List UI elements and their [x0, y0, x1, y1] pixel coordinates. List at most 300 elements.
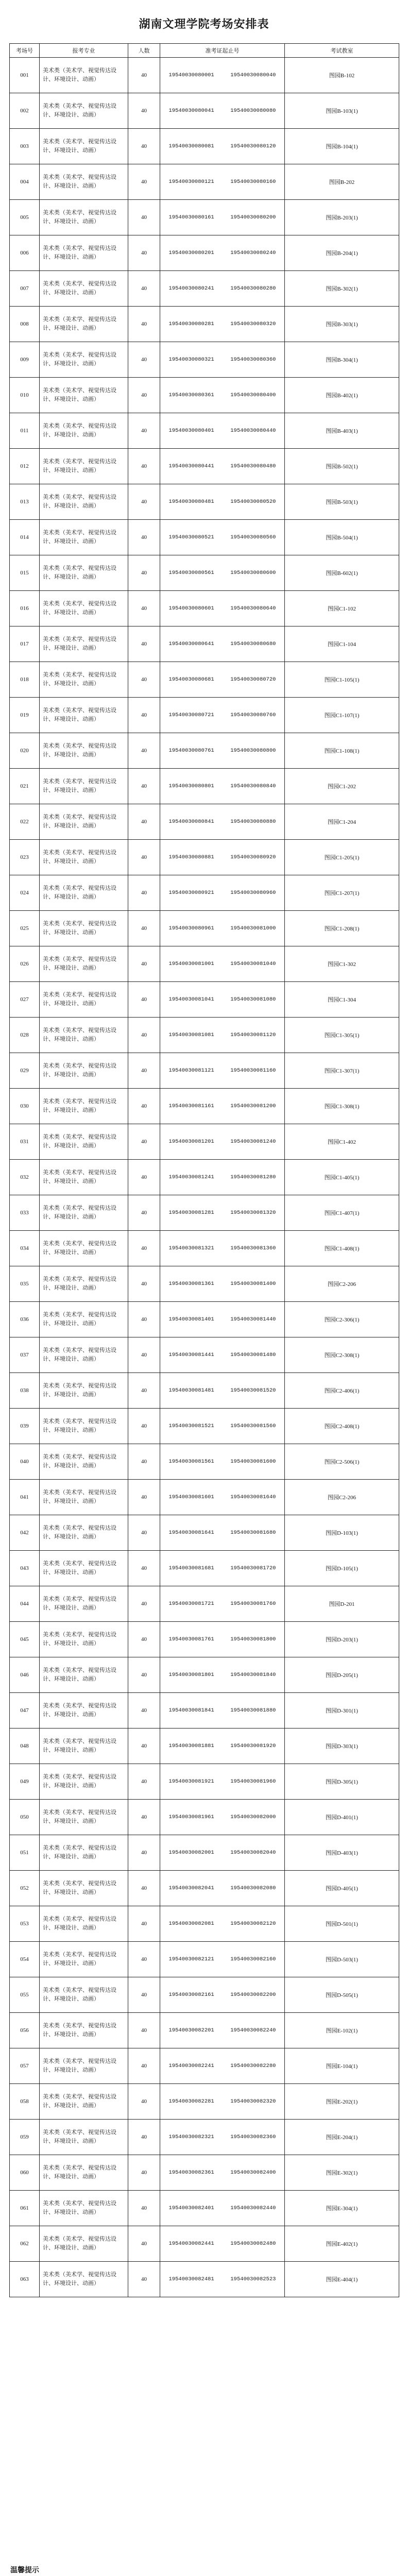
- ticket-end: 19540030080920: [230, 854, 276, 860]
- ticket-range-cell: [160, 733, 285, 769]
- ticket-end: 19540030081360: [230, 1245, 276, 1251]
- count-cell: 40: [128, 2262, 160, 2297]
- ticket-end: 19540030080600: [230, 570, 276, 576]
- ticket-start: 19540030081241: [168, 1174, 214, 1180]
- ticket-end: 19540030080400: [230, 392, 276, 398]
- count-cell: 40: [128, 1977, 160, 2013]
- ticket-start: 19540030082441: [168, 2241, 214, 2247]
- header-major: 报考专业: [40, 44, 128, 58]
- room-no-cell: 013: [10, 484, 40, 520]
- major-cell: 美术类（美术学、视觉传达设计、环境设计、动画）: [40, 1764, 128, 1800]
- classroom-cell: 图园B-402(1): [285, 378, 399, 413]
- major-cell: 美术类（美术学、视觉传达设计、环境设计、动画）: [40, 946, 128, 982]
- ticket-range-cell: [160, 1871, 285, 1906]
- room-no-cell: 015: [10, 555, 40, 591]
- ticket-start: 19540030081801: [168, 1672, 214, 1678]
- ticket-end: 19540030080360: [230, 357, 276, 363]
- header-room-no: 考场号: [10, 44, 40, 58]
- ticket-range-cell: [160, 1124, 285, 1160]
- ticket-range-cell: [160, 235, 285, 271]
- table-row: [10, 1942, 399, 1977]
- major-cell: 美术类（美术学、视觉传达设计、环境设计、动画）: [40, 1977, 128, 2013]
- header-ticket-range: 准考证起止号: [160, 44, 285, 58]
- ticket-range-cell: [160, 1018, 285, 1053]
- major-cell: 美术类（美术学、视觉传达设计、环境设计、动画）: [40, 1053, 128, 1089]
- ticket-range-cell: [160, 413, 285, 449]
- ticket-start: 19540030081041: [168, 996, 214, 1003]
- ticket-start: 19540030080401: [168, 428, 214, 434]
- count-cell: 40: [128, 1764, 160, 1800]
- room-no-cell: 031: [10, 1124, 40, 1160]
- major-cell: 美术类（美术学、视觉传达设计、环境设计、动画）: [40, 1657, 128, 1693]
- table-row: [10, 2120, 399, 2155]
- room-no-cell: 048: [10, 1728, 40, 1764]
- table-row: [10, 1124, 399, 1160]
- table-row: [10, 626, 399, 662]
- ticket-start: 19540030081961: [168, 1814, 214, 1820]
- ticket-start: 19540030080561: [168, 570, 214, 576]
- classroom-cell: 图园D-303(1): [285, 1728, 399, 1764]
- count-cell: 40: [128, 520, 160, 555]
- classroom-cell: 图园B-303(1): [285, 307, 399, 342]
- table-row: [10, 2226, 399, 2262]
- ticket-range-cell: [160, 307, 285, 342]
- ticket-end: 19540030080200: [230, 214, 276, 221]
- ticket-end: 19540030081600: [230, 1459, 276, 1465]
- ticket-start: 19540030080961: [168, 925, 214, 931]
- ticket-end: 19540030082360: [230, 2134, 276, 2140]
- ticket-end: 19540030082280: [230, 2063, 276, 2069]
- count-cell: 40: [128, 1906, 160, 1942]
- major-cell: 美术类（美术学、视觉传达设计、环境设计、动画）: [40, 1089, 128, 1124]
- ticket-range-cell: [160, 2120, 285, 2155]
- major-cell: 美术类（美术学、视觉传达设计、环境设计、动画）: [40, 982, 128, 1018]
- table-row: [10, 804, 399, 840]
- table-row: [10, 2048, 399, 2084]
- major-cell: 美术类（美术学、视觉传达设计、环境设计、动画）: [40, 129, 128, 164]
- table-row: [10, 1444, 399, 1480]
- count-cell: 40: [128, 1515, 160, 1551]
- ticket-end: 19540030081720: [230, 1565, 276, 1571]
- ticket-range-cell: [160, 1906, 285, 1942]
- major-cell: 美术类（美术学、视觉传达设计、环境设计、动画）: [40, 1195, 128, 1231]
- count-cell: 40: [128, 449, 160, 484]
- major-cell: 美术类（美术学、视觉传达设计、环境设计、动画）: [40, 2191, 128, 2226]
- ticket-end: 19540030080640: [230, 605, 276, 612]
- ticket-end: 19540030080520: [230, 499, 276, 505]
- table-row: [10, 1551, 399, 1586]
- major-cell: 美术类（美术学、视觉传达设计、环境设计、动画）: [40, 1942, 128, 1977]
- ticket-start: 19540030081561: [168, 1459, 214, 1465]
- room-no-cell: 027: [10, 982, 40, 1018]
- table-row: [10, 1586, 399, 1622]
- room-no-cell: 046: [10, 1657, 40, 1693]
- major-cell: 美术类（美术学、视觉传达设计、环境设计、动画）: [40, 1800, 128, 1835]
- ticket-range-cell: [160, 1337, 285, 1373]
- major-cell: 美术类（美术学、视觉传达设计、环境设计、动画）: [40, 1231, 128, 1266]
- ticket-end: 19540030082080: [230, 1885, 276, 1891]
- room-no-cell: 019: [10, 698, 40, 733]
- ticket-end: 19540030080680: [230, 641, 276, 647]
- classroom-cell: 图园E-102(1): [285, 2013, 399, 2048]
- major-cell: 美术类（美术学、视觉传达设计、环境设计、动画）: [40, 1409, 128, 1444]
- count-cell: 40: [128, 200, 160, 235]
- count-cell: 40: [128, 1871, 160, 1906]
- major-cell: 美术类（美术学、视觉传达设计、环境设计、动画）: [40, 698, 128, 733]
- room-no-cell: 008: [10, 307, 40, 342]
- count-cell: 40: [128, 1586, 160, 1622]
- ticket-start: 19540030081921: [168, 1778, 214, 1785]
- major-cell: 美术类（美术学、视觉传达设计、环境设计、动画）: [40, 1551, 128, 1586]
- ticket-start: 19540030080441: [168, 463, 214, 469]
- major-cell: 美术类（美术学、视觉传达设计、环境设计、动画）: [40, 93, 128, 129]
- classroom-cell: 图园C1-107(1): [285, 698, 399, 733]
- notes-section: [9, 2565, 399, 2576]
- ticket-start: 19540030081161: [168, 1103, 214, 1109]
- major-cell: 美术类（美术学、视觉传达设计、环境设计、动画）: [40, 58, 128, 93]
- table-row: [10, 1195, 399, 1231]
- classroom-cell: 图园C1-207(1): [285, 875, 399, 911]
- ticket-start: 19540030081321: [168, 1245, 214, 1251]
- ticket-range-cell: [160, 946, 285, 982]
- classroom-cell: 图园C1-108(1): [285, 733, 399, 769]
- notes-title: 温馨提示: [10, 2566, 39, 2574]
- classroom-cell: 图园B-602(1): [285, 555, 399, 591]
- table-row: [10, 662, 399, 698]
- ticket-start: 19540030080081: [168, 143, 214, 149]
- major-cell: 美术类（美术学、视觉传达设计、环境设计、动画）: [40, 2048, 128, 2084]
- count-cell: 40: [128, 1053, 160, 1089]
- ticket-start: 19540030080361: [168, 392, 214, 398]
- ticket-range-cell: [160, 1551, 285, 1586]
- count-cell: 40: [128, 1693, 160, 1728]
- ticket-start: 19540030082361: [168, 2170, 214, 2176]
- table-row: [10, 982, 399, 1018]
- table-row: [10, 1835, 399, 1871]
- room-no-cell: 024: [10, 875, 40, 911]
- ticket-start: 19540030082081: [168, 1921, 214, 1927]
- table-row: [10, 200, 399, 235]
- ticket-range-cell: [160, 449, 285, 484]
- ticket-end: 19540030080880: [230, 819, 276, 825]
- table-row: [10, 2013, 399, 2048]
- table-header-row: [10, 44, 399, 58]
- major-cell: 美术类（美术学、视觉传达设计、环境设计、动画）: [40, 2013, 128, 2048]
- major-cell: 美术类（美术学、视觉传达设计、环境设计、动画）: [40, 1124, 128, 1160]
- major-cell: 美术类（美术学、视觉传达设计、环境设计、动画）: [40, 1871, 128, 1906]
- table-row: [10, 1977, 399, 2013]
- count-cell: 40: [128, 1266, 160, 1302]
- ticket-range-cell: [160, 58, 285, 93]
- major-cell: 美术类（美术学、视觉传达设计、环境设计、动画）: [40, 1515, 128, 1551]
- table-row: [10, 1906, 399, 1942]
- count-cell: 40: [128, 164, 160, 200]
- major-cell: 美术类（美术学、视觉传达设计、环境设计、动画）: [40, 1728, 128, 1764]
- classroom-cell: 图园C1-202: [285, 769, 399, 804]
- ticket-range-cell: [160, 911, 285, 946]
- count-cell: 40: [128, 982, 160, 1018]
- ticket-start: 19540030082281: [168, 2098, 214, 2105]
- major-cell: 美术类（美术学、视觉传达设计、环境设计、动画）: [40, 1444, 128, 1480]
- ticket-start: 19540030080601: [168, 605, 214, 612]
- classroom-cell: 图园B-503(1): [285, 484, 399, 520]
- room-no-cell: 059: [10, 2120, 40, 2155]
- ticket-start: 19540030081521: [168, 1423, 214, 1429]
- ticket-range-cell: [160, 840, 285, 875]
- ticket-range-cell: [160, 1728, 285, 1764]
- page-title: 湖南文理学院考场安排表: [139, 18, 269, 31]
- count-cell: 40: [128, 93, 160, 129]
- room-no-cell: 014: [10, 520, 40, 555]
- table-row: [10, 1266, 399, 1302]
- room-no-cell: 060: [10, 2155, 40, 2191]
- count-cell: 40: [128, 1337, 160, 1373]
- ticket-start: 19540030080481: [168, 499, 214, 505]
- ticket-end: 19540030080120: [230, 143, 276, 149]
- ticket-end: 19540030081400: [230, 1281, 276, 1287]
- ticket-end: 19540030081920: [230, 1743, 276, 1749]
- classroom-cell: 图园D-205(1): [285, 1657, 399, 1693]
- ticket-end: 19540030081240: [230, 1139, 276, 1145]
- room-no-cell: 041: [10, 1480, 40, 1515]
- ticket-start: 19540030080521: [168, 534, 214, 540]
- classroom-cell: 图园C1-308(1): [285, 1089, 399, 1124]
- ticket-start: 19540030080641: [168, 641, 214, 647]
- count-cell: 40: [128, 1622, 160, 1657]
- room-no-cell: 040: [10, 1444, 40, 1480]
- ticket-range-cell: [160, 982, 285, 1018]
- table-row: [10, 58, 399, 93]
- major-cell: 美术类（美术学、视觉传达设计、环境设计、动画）: [40, 1337, 128, 1373]
- ticket-end: 19540030081880: [230, 1707, 276, 1714]
- room-no-cell: 011: [10, 413, 40, 449]
- count-cell: 40: [128, 2226, 160, 2262]
- table-row: [10, 555, 399, 591]
- count-cell: 40: [128, 946, 160, 982]
- ticket-start: 19540030081361: [168, 1281, 214, 1287]
- classroom-cell: 图园C2-206: [285, 1266, 399, 1302]
- classroom-cell: 图园D-103(1): [285, 1515, 399, 1551]
- ticket-start: 19540030082241: [168, 2063, 214, 2069]
- room-no-cell: 003: [10, 129, 40, 164]
- major-cell: 美术类（美术学、视觉传达设计、环境设计、动画）: [40, 626, 128, 662]
- count-cell: 40: [128, 378, 160, 413]
- classroom-cell: 图园E-404(1): [285, 2262, 399, 2297]
- room-no-cell: 012: [10, 449, 40, 484]
- ticket-end: 19540030081640: [230, 1494, 276, 1500]
- count-cell: 40: [128, 1089, 160, 1124]
- table-row: [10, 2262, 399, 2297]
- ticket-start: 19540030081721: [168, 1601, 214, 1607]
- count-cell: 40: [128, 875, 160, 911]
- ticket-end: 19540030081440: [230, 1316, 276, 1323]
- table-row: [10, 1053, 399, 1089]
- classroom-cell: 图园B-203(1): [285, 200, 399, 235]
- major-cell: 美术类（美术学、视觉传达设计、环境设计、动画）: [40, 2084, 128, 2120]
- ticket-range-cell: [160, 1657, 285, 1693]
- classroom-cell: 图园C2-408(1): [285, 1409, 399, 1444]
- room-no-cell: 004: [10, 164, 40, 200]
- count-cell: 40: [128, 1480, 160, 1515]
- classroom-cell: 图园C1-304: [285, 982, 399, 1018]
- major-cell: 美术类（美术学、视觉传达设计、环境设计、动画）: [40, 840, 128, 875]
- ticket-range-cell: [160, 1835, 285, 1871]
- table-row: [10, 307, 399, 342]
- classroom-cell: 图园B-304(1): [285, 342, 399, 378]
- classroom-cell: 图园C1-302: [285, 946, 399, 982]
- ticket-end: 19540030080480: [230, 463, 276, 469]
- ticket-range-cell: [160, 200, 285, 235]
- room-no-cell: 021: [10, 769, 40, 804]
- room-no-cell: 045: [10, 1622, 40, 1657]
- ticket-end: 19540030081520: [230, 1387, 276, 1394]
- ticket-range-cell: [160, 626, 285, 662]
- ticket-range-cell: [160, 1089, 285, 1124]
- classroom-cell: 图园C1-305(1): [285, 1018, 399, 1053]
- exam-room-table: [9, 43, 399, 2297]
- major-cell: 美术类（美术学、视觉传达设计、环境设计、动画）: [40, 271, 128, 307]
- ticket-end: 19540030081120: [230, 1032, 276, 1038]
- table-row: [10, 591, 399, 626]
- room-no-cell: 038: [10, 1373, 40, 1409]
- table-row: [10, 733, 399, 769]
- room-no-cell: 009: [10, 342, 40, 378]
- ticket-start: 19540030081641: [168, 1530, 214, 1536]
- ticket-start: 19540030080801: [168, 783, 214, 789]
- ticket-start: 19540030082481: [168, 2276, 214, 2282]
- room-no-cell: 001: [10, 58, 40, 93]
- ticket-end: 19540030080040: [230, 72, 276, 78]
- major-cell: 美术类（美术学、视觉传达设计、环境设计、动画）: [40, 662, 128, 698]
- room-no-cell: 055: [10, 1977, 40, 2013]
- ticket-range-cell: [160, 1693, 285, 1728]
- count-cell: 40: [128, 769, 160, 804]
- table-row: [10, 911, 399, 946]
- ticket-range-cell: [160, 1764, 285, 1800]
- table-row: [10, 1871, 399, 1906]
- major-cell: 美术类（美术学、视觉传达设计、环境设计、动画）: [40, 1693, 128, 1728]
- major-cell: 美术类（美术学、视觉传达设计、环境设计、动画）: [40, 200, 128, 235]
- major-cell: 美术类（美术学、视觉传达设计、环境设计、动画）: [40, 1302, 128, 1337]
- ticket-start: 19540030080001: [168, 72, 214, 78]
- ticket-range-cell: [160, 342, 285, 378]
- count-cell: 40: [128, 1160, 160, 1195]
- ticket-start: 19540030081481: [168, 1387, 214, 1394]
- ticket-end: 19540030081960: [230, 1778, 276, 1785]
- ticket-start: 19540030081881: [168, 1743, 214, 1749]
- major-cell: 美术类（美术学、视觉传达设计、环境设计、动画）: [40, 164, 128, 200]
- ticket-start: 19540030080161: [168, 214, 214, 221]
- ticket-start: 19540030081681: [168, 1565, 214, 1571]
- ticket-start: 19540030081601: [168, 1494, 214, 1500]
- ticket-range-cell: [160, 520, 285, 555]
- ticket-end: 19540030082200: [230, 1992, 276, 1998]
- ticket-range-cell: [160, 1373, 285, 1409]
- ticket-end: 19540030082400: [230, 2170, 276, 2176]
- ticket-range-cell: [160, 378, 285, 413]
- classroom-cell: 图园B-104(1): [285, 129, 399, 164]
- room-no-cell: 053: [10, 1906, 40, 1942]
- ticket-start: 19540030082161: [168, 1992, 214, 1998]
- ticket-range-cell: [160, 1160, 285, 1195]
- classroom-cell: 图园C2-506(1): [285, 1444, 399, 1480]
- count-cell: 40: [128, 911, 160, 946]
- count-cell: 40: [128, 1195, 160, 1231]
- count-cell: 40: [128, 1942, 160, 1977]
- count-cell: 40: [128, 58, 160, 93]
- ticket-start: 19540030080921: [168, 890, 214, 896]
- ticket-range-cell: [160, 1053, 285, 1089]
- classroom-cell: 图园D-501(1): [285, 1906, 399, 1942]
- count-cell: 40: [128, 1551, 160, 1586]
- classroom-cell: 图园D-203(1): [285, 1622, 399, 1657]
- table-row: [10, 1373, 399, 1409]
- classroom-cell: 图园B-504(1): [285, 520, 399, 555]
- ticket-range-cell: [160, 1409, 285, 1444]
- major-cell: 美术类（美术学、视觉传达设计、环境设计、动画）: [40, 555, 128, 591]
- ticket-start: 19540030080041: [168, 108, 214, 114]
- major-cell: 美术类（美术学、视觉传达设计、环境设计、动画）: [40, 2155, 128, 2191]
- major-cell: 美术类（美术学、视觉传达设计、环境设计、动画）: [40, 520, 128, 555]
- classroom-cell: 图园C1-407(1): [285, 1195, 399, 1231]
- room-no-cell: 037: [10, 1337, 40, 1373]
- ticket-end: 19540030081160: [230, 1067, 276, 1074]
- ticket-end: 19540030082523: [230, 2276, 276, 2282]
- room-no-cell: 002: [10, 93, 40, 129]
- classroom-cell: 图园D-505(1): [285, 1977, 399, 2013]
- classroom-cell: 图园B-103(1): [285, 93, 399, 129]
- classroom-cell: 图园C2-206: [285, 1480, 399, 1515]
- major-cell: 美术类（美术学、视觉传达设计、环境设计、动画）: [40, 2262, 128, 2297]
- ticket-start: 19540030081281: [168, 1210, 214, 1216]
- major-cell: 美术类（美术学、视觉传达设计、环境设计、动画）: [40, 1018, 128, 1053]
- ticket-range-cell: [160, 2013, 285, 2048]
- ticket-end: 19540030081280: [230, 1174, 276, 1180]
- ticket-range-cell: [160, 555, 285, 591]
- major-cell: 美术类（美术学、视觉传达设计、环境设计、动画）: [40, 733, 128, 769]
- ticket-start: 19540030080321: [168, 357, 214, 363]
- count-cell: 40: [128, 235, 160, 271]
- count-cell: 40: [128, 1835, 160, 1871]
- classroom-cell: 图园E-402(1): [285, 2226, 399, 2262]
- ticket-start: 19540030082121: [168, 1956, 214, 1962]
- count-cell: 40: [128, 2120, 160, 2155]
- major-cell: 美术类（美术学、视觉传达设计、环境设计、动画）: [40, 342, 128, 378]
- ticket-range-cell: [160, 2226, 285, 2262]
- major-cell: 美术类（美术学、视觉传达设计、环境设计、动画）: [40, 875, 128, 911]
- ticket-end: 19540030080280: [230, 285, 276, 292]
- room-no-cell: 006: [10, 235, 40, 271]
- table-row: [10, 2084, 399, 2120]
- ticket-range-cell: [160, 1586, 285, 1622]
- ticket-start: 19540030081761: [168, 1636, 214, 1642]
- ticket-range-cell: [160, 1266, 285, 1302]
- ticket-end: 19540030082240: [230, 2027, 276, 2033]
- room-no-cell: 026: [10, 946, 40, 982]
- ticket-end: 19540030081320: [230, 1210, 276, 1216]
- major-cell: 美术类（美术学、视觉传达设计、环境设计、动画）: [40, 413, 128, 449]
- table-row: [10, 875, 399, 911]
- ticket-end: 19540030081080: [230, 996, 276, 1003]
- major-cell: 美术类（美术学、视觉传达设计、环境设计、动画）: [40, 235, 128, 271]
- table-row: [10, 93, 399, 129]
- major-cell: 美术类（美术学、视觉传达设计、环境设计、动画）: [40, 2120, 128, 2155]
- room-no-cell: 056: [10, 2013, 40, 2048]
- ticket-range-cell: [160, 1444, 285, 1480]
- room-no-cell: 061: [10, 2191, 40, 2226]
- table-row: [10, 1657, 399, 1693]
- ticket-end: 19540030082040: [230, 1850, 276, 1856]
